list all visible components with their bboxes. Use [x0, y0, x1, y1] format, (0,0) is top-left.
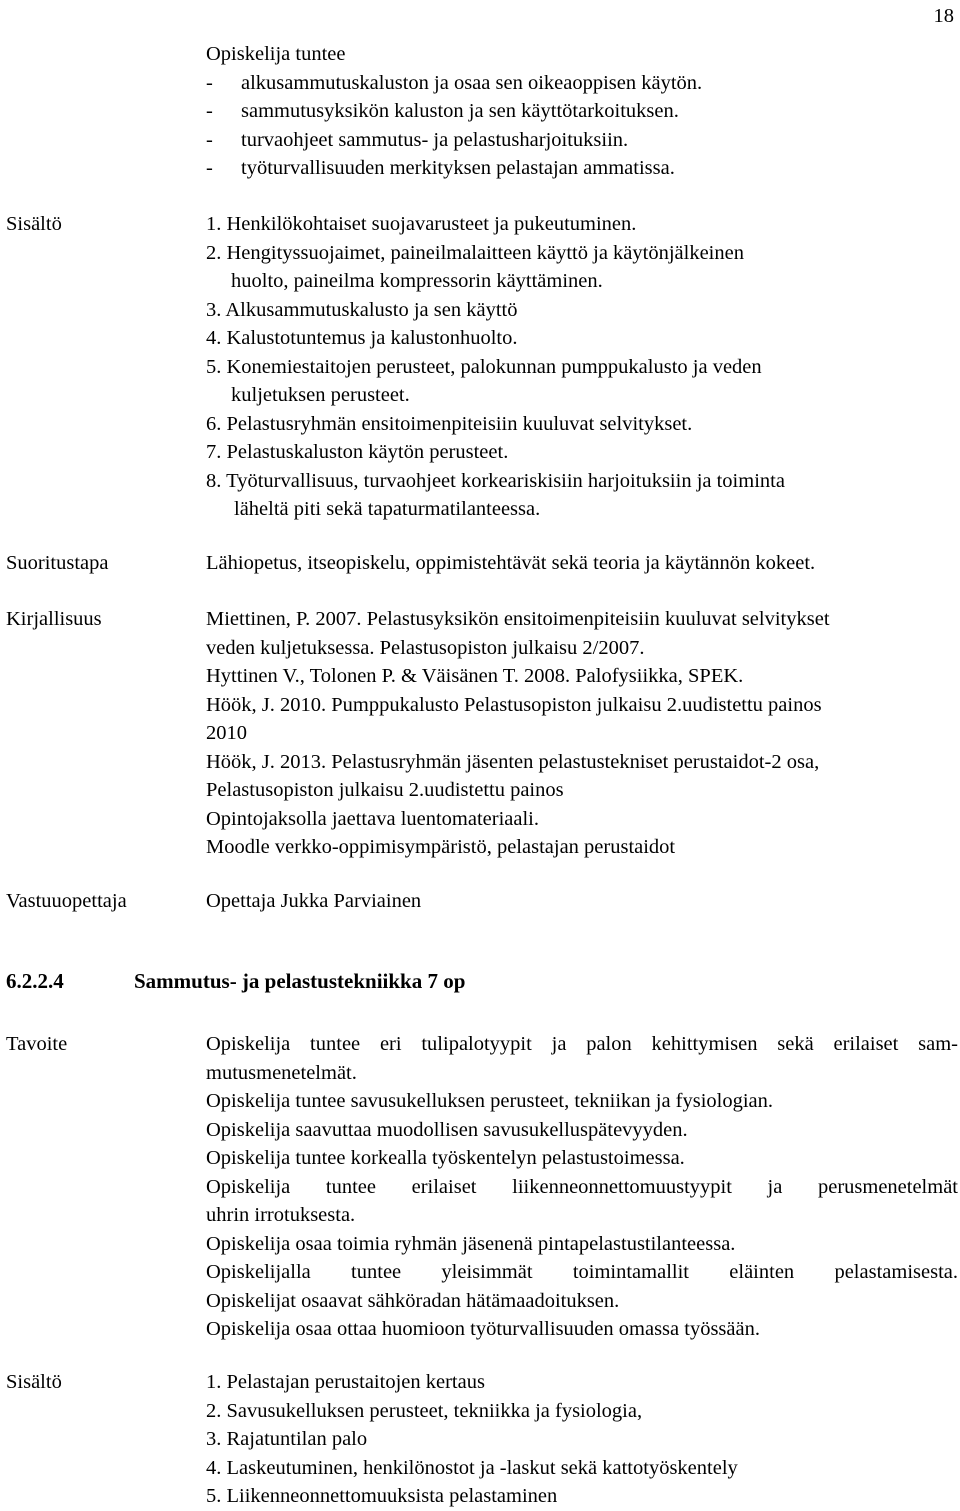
- row-label: Sisältö: [6, 1371, 62, 1393]
- list-item-text: turvaohjeet sammutus- ja pelastusharjoituksiin.: [241, 128, 629, 151]
- list-item-text: sammutusyksikön kaluston ja sen käyttötarkoituksen.: [241, 100, 679, 122]
- objective-line: Opiskelijalla tuntee yleisimmät toimintamallit eläinten pelastamisesta.: [206, 1261, 958, 1283]
- objective-line: Opiskelija tuntee savusukelluksen perusteet, tekniikan ja fysiologian.: [206, 1090, 774, 1112]
- reference-line: Opintojaksolla jaettava luentomateriaali.: [206, 807, 540, 830]
- list-item: 2. Savusukelluksen perusteet, tekniikka ja fysiologia,: [206, 1399, 643, 1422]
- list-item: [206, 154, 958, 183]
- list-item: 3. Alkusammutuskalusto ja sen käyttö: [206, 298, 518, 321]
- list-item: 8. Työturvallisuus, turvaohjeet korkeariskisiin harjoituksiin ja toiminta: [206, 469, 785, 492]
- objective-line: mutusmenetelmät.: [206, 1061, 357, 1084]
- reference-line: 2010: [206, 722, 247, 744]
- reference-line: Moodle verkko-oppimisympäristö, pelastajan perustaidot: [206, 836, 676, 858]
- dash-bullet: -: [206, 157, 213, 179]
- list-item-text: työturvallisuuden merkityksen pelastajan ammatissa.: [241, 157, 675, 179]
- dash-bullet: -: [206, 71, 213, 94]
- list-item: 6. Pelastusryhmän ensitoimenpiteisiin kuuluvat selvitykset.: [206, 412, 693, 435]
- objective-line: uhrin irrotuksesta.: [206, 1204, 356, 1226]
- row-label: Tavoite: [6, 1033, 68, 1055]
- section-heading: [6, 967, 465, 996]
- list-item: 4. Laskeutuminen, henkilönostot ja -laskut sekä kattotyöskentely: [206, 1456, 738, 1479]
- row-label: Vastuuopettaja: [6, 890, 127, 912]
- list-item-continuation: läheltä piti sekä tapaturmatilanteessa.: [234, 498, 541, 520]
- list-item-continuation: huolto, paineilma kompressorin käyttäminen.: [231, 270, 603, 292]
- reference-line: Höök, J. 2010. Pumppukalusto Pelastusopiston julkaisu 2.uudistettu painos: [206, 693, 822, 716]
- list-item: 1. Pelastajan perustaitojen kertaus: [206, 1371, 485, 1393]
- section-number: 6.2.2.4: [6, 969, 64, 993]
- objective-line: Opiskelijat osaavat sähköradan hätämaadoituksen.: [206, 1289, 620, 1312]
- reference-line: Pelastusopiston julkaisu 2.uudistettu painos: [206, 779, 564, 801]
- dash-bullet: -: [206, 100, 213, 122]
- list-item: 4. Kalustotuntemus ja kalustonhuolto.: [206, 327, 518, 349]
- dash-bullet: -: [206, 128, 213, 151]
- objective-line: Opiskelija osaa ottaa huomioon työturvallisuuden omassa työssään.: [206, 1318, 760, 1340]
- objective-line: Opiskelija tuntee erilaiset liikenneonnettomuustyypit ja perusmenetelmät: [206, 1175, 958, 1198]
- objective-line: Opiskelija saavuttaa muodollisen savusukelluspätevyyden.: [206, 1118, 688, 1141]
- list-item: 7. Pelastuskaluston käytön perusteet.: [206, 441, 509, 463]
- page-number: 18: [933, 5, 954, 27]
- objective-line: Opiskelija osaa toimia ryhmän jäsenenä pintapelastustilanteessa.: [206, 1232, 736, 1255]
- row-label: Suoritustapa: [6, 552, 109, 574]
- intro-line: Opiskelija tuntee: [206, 43, 346, 65]
- list-item: [206, 69, 958, 98]
- list-item: 3. Rajatuntilan palo: [206, 1428, 368, 1450]
- objective-line: Opiskelija tuntee korkealla työskentelyn pelastustoimessa.: [206, 1147, 685, 1169]
- reference-line: veden kuljetuksessa. Pelastusopiston julkaisu 2/2007.: [206, 636, 645, 659]
- row-label: Sisältö: [6, 213, 62, 235]
- teacher-name: Opettaja Jukka Parviainen: [206, 890, 422, 912]
- reference-line: Hyttinen V., Tolonen P. & Väisänen T. 2008. Palofysiikka, SPEK.: [206, 665, 744, 687]
- list-item: 5. Liikenneonnettomuuksista pelastaminen: [206, 1485, 558, 1507]
- list-item: 5. Konemiestaitojen perusteet, palokunnan pumppukalusto ja veden: [206, 355, 762, 378]
- suoritustapa-text: Lähiopetus, itseopiskelu, oppimistehtävät sekä teoria ja käytännön kokeet.: [206, 552, 816, 574]
- list-item: 1. Henkilökohtaiset suojavarusteet ja pukeutuminen.: [206, 213, 637, 235]
- list-item-text: alkusammutuskaluston ja osaa sen oikeaoppisen käytön.: [241, 71, 703, 94]
- objective-line: Opiskelija tuntee eri tulipalotyypit ja palon kehittymisen sekä erilaiset sam-: [206, 1033, 958, 1055]
- row-label: Kirjallisuus: [6, 608, 102, 630]
- reference-line: Höök, J. 2013. Pelastusryhmän jäsenten pelastustekniset perustaidot-2 osa,: [206, 750, 820, 773]
- list-item: 2. Hengityssuojaimet, paineilmalaitteen käyttö ja käytönjälkeinen: [206, 241, 744, 264]
- reference-line: Miettinen, P. 2007. Pelastusyksikön ensitoimenpiteisiin kuuluvat selvitykset: [206, 608, 830, 630]
- section-title: Sammutus- ja pelastustekniikka 7 op: [134, 969, 466, 993]
- list-item: [206, 97, 958, 126]
- list-item-continuation: kuljetuksen perusteet.: [231, 384, 410, 406]
- list-item: [206, 126, 958, 155]
